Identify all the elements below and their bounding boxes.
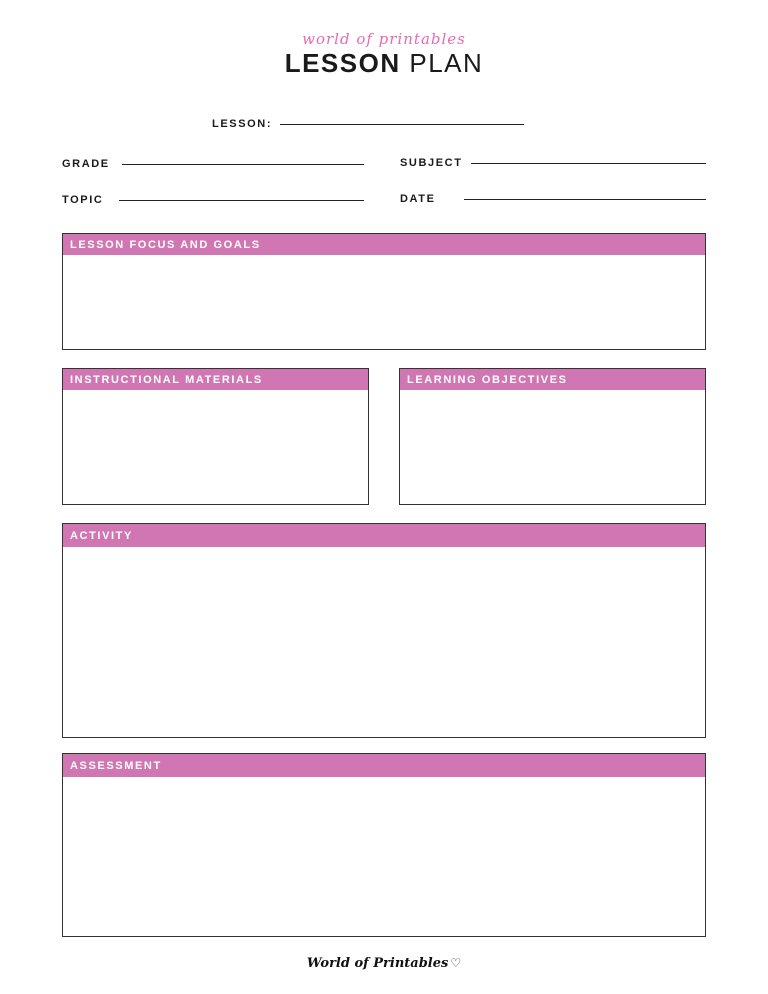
focus-goals-header: LESSON FOCUS AND GOALS — [63, 234, 705, 255]
page-title — [0, 48, 768, 78]
subject-line[interactable] — [471, 163, 706, 164]
instructional-materials-header: INSTRUCTIONAL MATERIALS — [63, 369, 368, 390]
focus-goals-writing-area[interactable] — [63, 255, 705, 349]
focus-goals-section — [62, 233, 706, 350]
footer-logo — [0, 956, 768, 971]
lesson-label: LESSON: — [212, 118, 273, 130]
title-plan: PLAN — [409, 48, 484, 78]
grade-field[interactable] — [62, 158, 364, 170]
subject-label: SUBJECT — [400, 157, 463, 169]
instructional-materials-section — [62, 368, 369, 505]
brand-script-logo: world of printables — [302, 30, 466, 48]
learning-objectives-header: LEARNING OBJECTIVES — [400, 369, 705, 390]
subject-field[interactable] — [400, 157, 706, 169]
activity-header: ACTIVITY — [63, 524, 705, 547]
activity-writing-area[interactable] — [63, 547, 705, 737]
assessment-section — [62, 753, 706, 937]
learning-objectives-section — [399, 368, 706, 505]
topic-field[interactable] — [62, 194, 364, 206]
assessment-writing-area[interactable] — [63, 777, 705, 936]
footer-brand-text: World of Printables — [306, 956, 449, 971]
heart-outline-icon: ♡ — [450, 956, 462, 970]
grade-label: GRADE — [62, 158, 110, 170]
title-lesson: LESSON — [284, 48, 401, 78]
date-label: DATE — [400, 193, 436, 205]
grade-line[interactable] — [122, 164, 364, 165]
date-field[interactable] — [400, 193, 706, 205]
topic-line[interactable] — [119, 200, 364, 201]
lesson-field[interactable] — [212, 118, 524, 130]
topic-label: TOPIC — [62, 194, 104, 206]
assessment-header: ASSESSMENT — [63, 754, 705, 777]
activity-section — [62, 523, 706, 738]
lesson-line[interactable] — [280, 124, 524, 125]
instructional-materials-writing-area[interactable] — [63, 390, 368, 504]
date-line[interactable] — [464, 199, 706, 200]
learning-objectives-writing-area[interactable] — [400, 390, 705, 504]
